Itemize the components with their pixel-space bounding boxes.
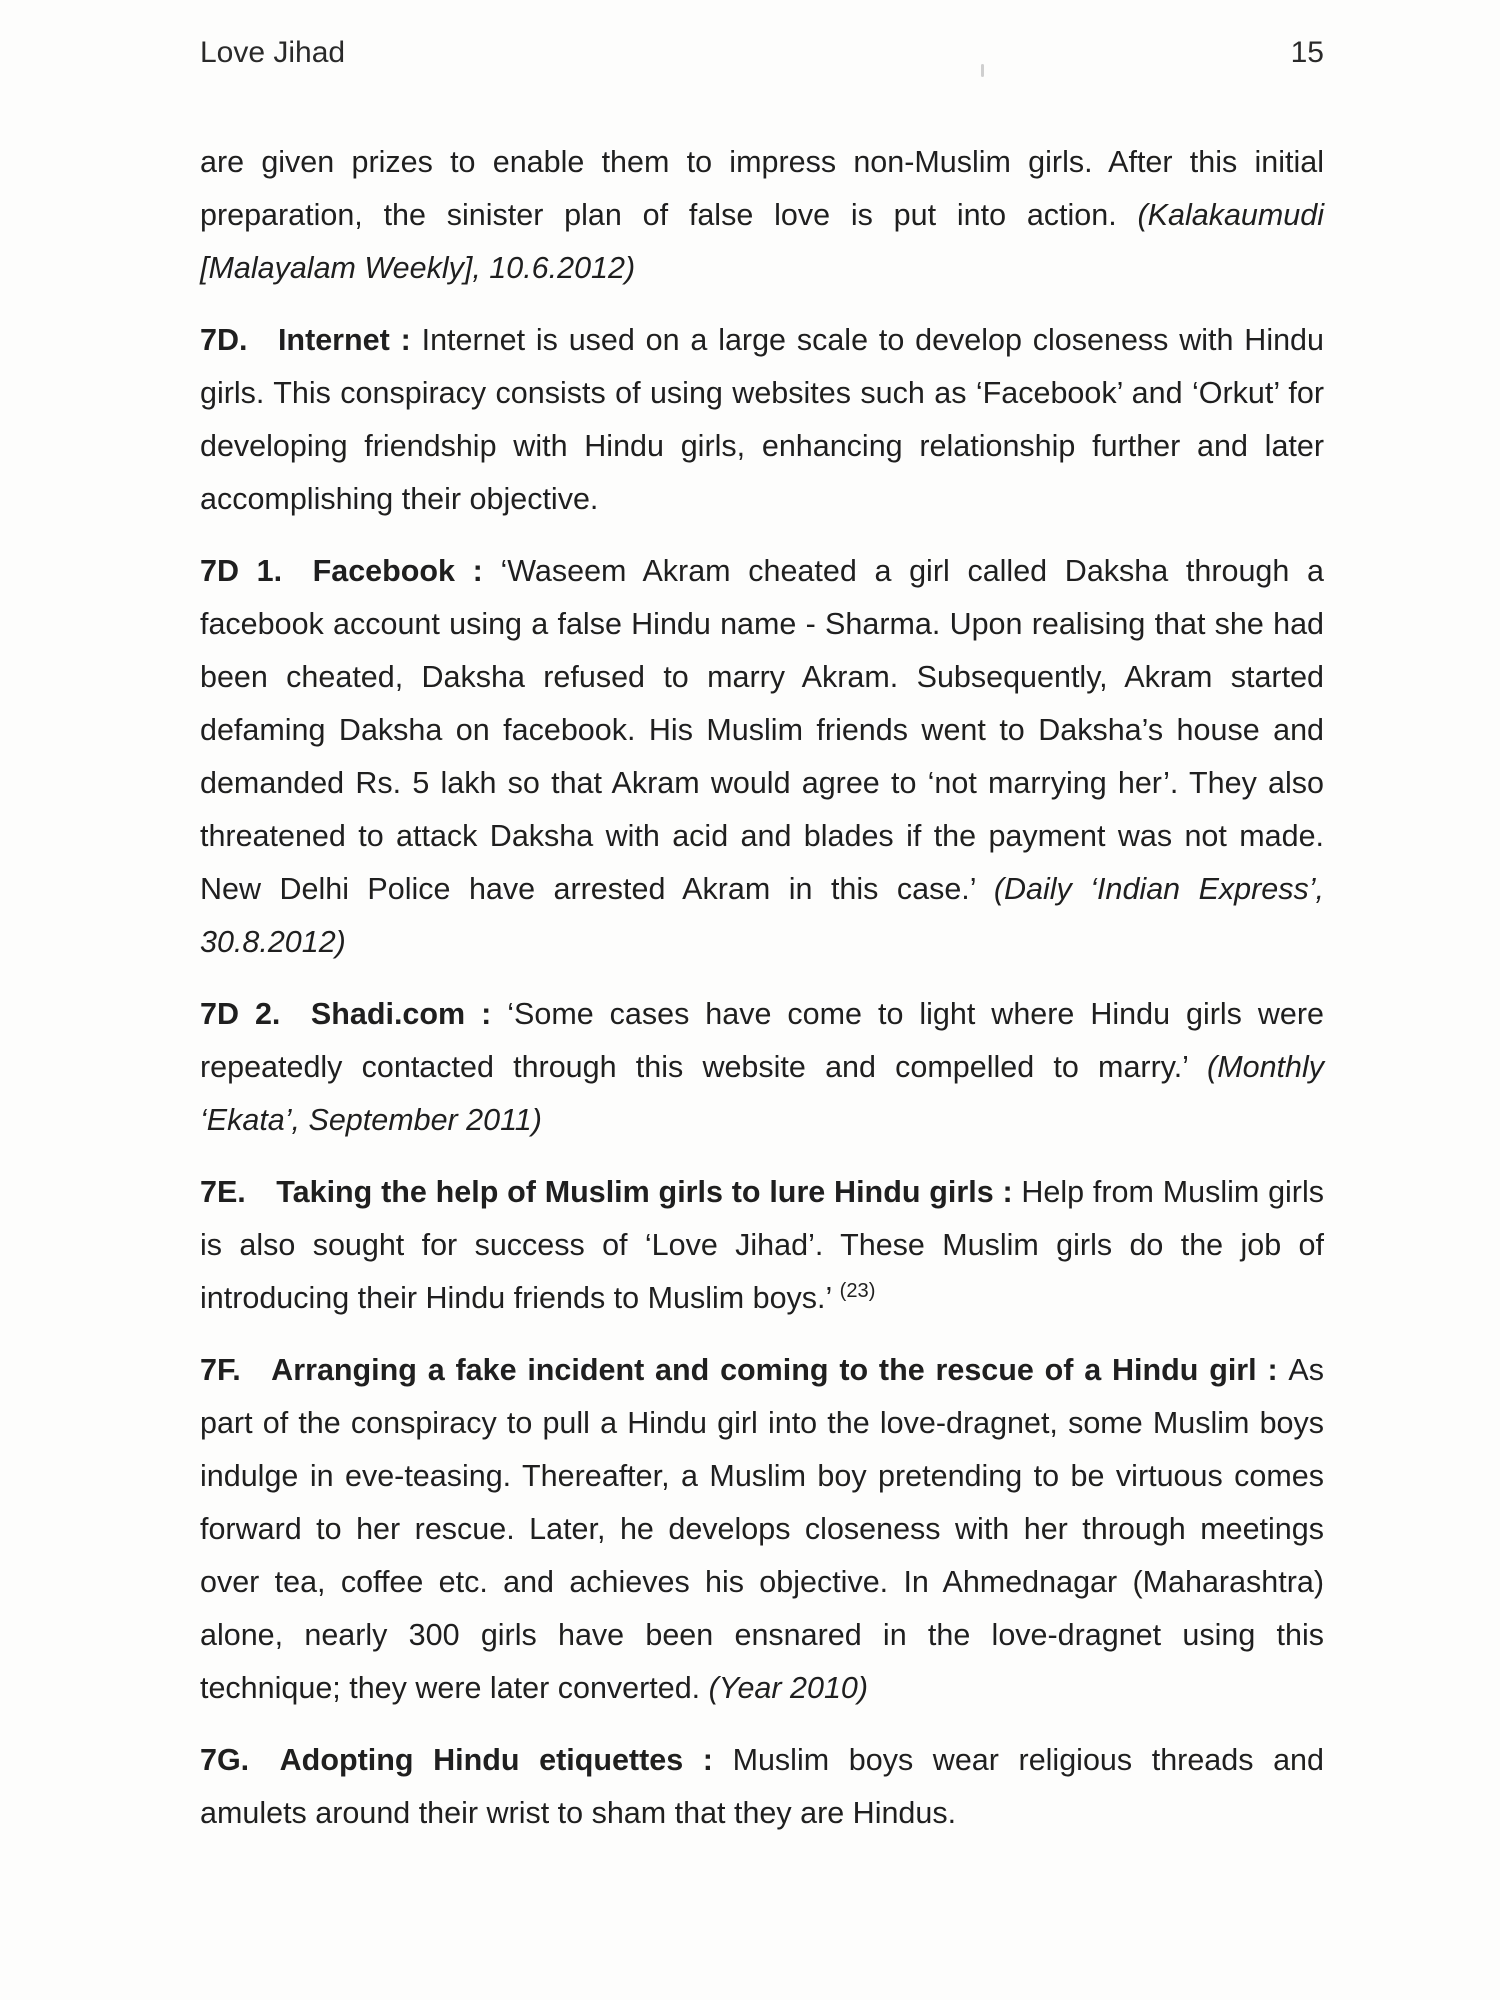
paragraph-7d1-facebook: [200, 545, 1324, 969]
paragraph-7f-fake-incident: [200, 1344, 1324, 1715]
paragraph-7d-internet: [200, 314, 1324, 526]
text-segment: (Monthly ‘Ekata’, September 2011): [200, 1050, 1324, 1137]
text-segment: 7F. Arranging a fake incident and coming to the rescue of a Hindu girl :: [200, 1353, 1289, 1387]
text-segment: (23): [839, 1279, 876, 1302]
text-segment: Muslim boys wear religious threads and amulets around their wrist to sham that they are Hindus.: [200, 1743, 1324, 1830]
text-segment: As part of the conspiracy to pull a Hindu girl into the love-dragnet, some Muslim boys indulge in eve-teasing. Thereafter, a Muslim boy pretending to be virtuous comes forward to her rescue. Later, he develops closeness with her through meetings over tea, coffee etc. and achieves his objective. In Ahmednagar (Maharashtra) alone, nearly 300 girls have been ensnared in the love-dragnet using this technique; they were later converted.: [200, 1353, 1324, 1705]
text-segment: (Daily ‘Indian Express’, 30.8.2012): [200, 872, 1325, 959]
page-number: 15: [1290, 36, 1324, 69]
paragraph-7g-hindu-etiquettes: [200, 1734, 1324, 1840]
paragraph-7d2-shadi: [200, 988, 1324, 1147]
text-segment: (Year 2010): [708, 1671, 869, 1705]
scan-artifact: [981, 64, 984, 77]
text-segment: ‘Waseem Akram cheated a girl called Daksha through a facebook account using a false Hindu name - Sharma. Upon realising that she had been cheated, Daksha refused to marry Akram. Subsequently, Akram started defaming Daksha on facebook. His Muslim friends went to Daksha’s house and demanded Rs. 5 lakh so that Akram would agree to ‘not marrying her’. They also threatened to attack Daksha with acid and blades if the payment was not made. New Delhi Police have arrested Akram in this case.’: [200, 554, 1324, 906]
page-body: [200, 136, 1324, 1859]
text-segment: Help from Muslim girls is also sought for success of ‘Love Jihad’. These Muslim girls do the job of introducing their Hindu friends to Muslim boys.’: [200, 1175, 1324, 1315]
paragraph-intro-continuation: [200, 136, 1324, 295]
text-segment: are given prizes to enable them to impress non-Muslim girls. After this initial preparation, the sinister plan of false love is put into action.: [200, 145, 1324, 232]
text-segment: Internet is used on a large scale to develop closeness with Hindu girls. This conspiracy consists of using websites such as ‘Facebook’ and ‘Orkut’ for developing friendship with Hindu girls, enhancing relationship further and later accomplishing their objective.: [200, 323, 1324, 516]
text-segment: (Kalakaumudi [Malayalam Weekly], 10.6.2012): [200, 198, 1324, 285]
text-segment: ‘Some cases have come to light where Hindu girls were repeatedly contacted through this website and compelled to marry.’: [200, 997, 1325, 1084]
running-title: Love Jihad: [200, 36, 346, 69]
text-segment: 7G. Adopting Hindu etiquettes :: [200, 1743, 733, 1777]
text-segment: 7E. Taking the help of Muslim girls to lure Hindu girls :: [200, 1175, 1022, 1209]
text-segment: 7D. Internet :: [200, 323, 422, 357]
page-header: [200, 36, 1324, 70]
text-segment: 7D 1. Facebook :: [200, 554, 501, 588]
paragraph-7e-muslim-girls: [200, 1166, 1324, 1325]
text-segment: 7D 2. Shadi.com :: [200, 997, 508, 1031]
